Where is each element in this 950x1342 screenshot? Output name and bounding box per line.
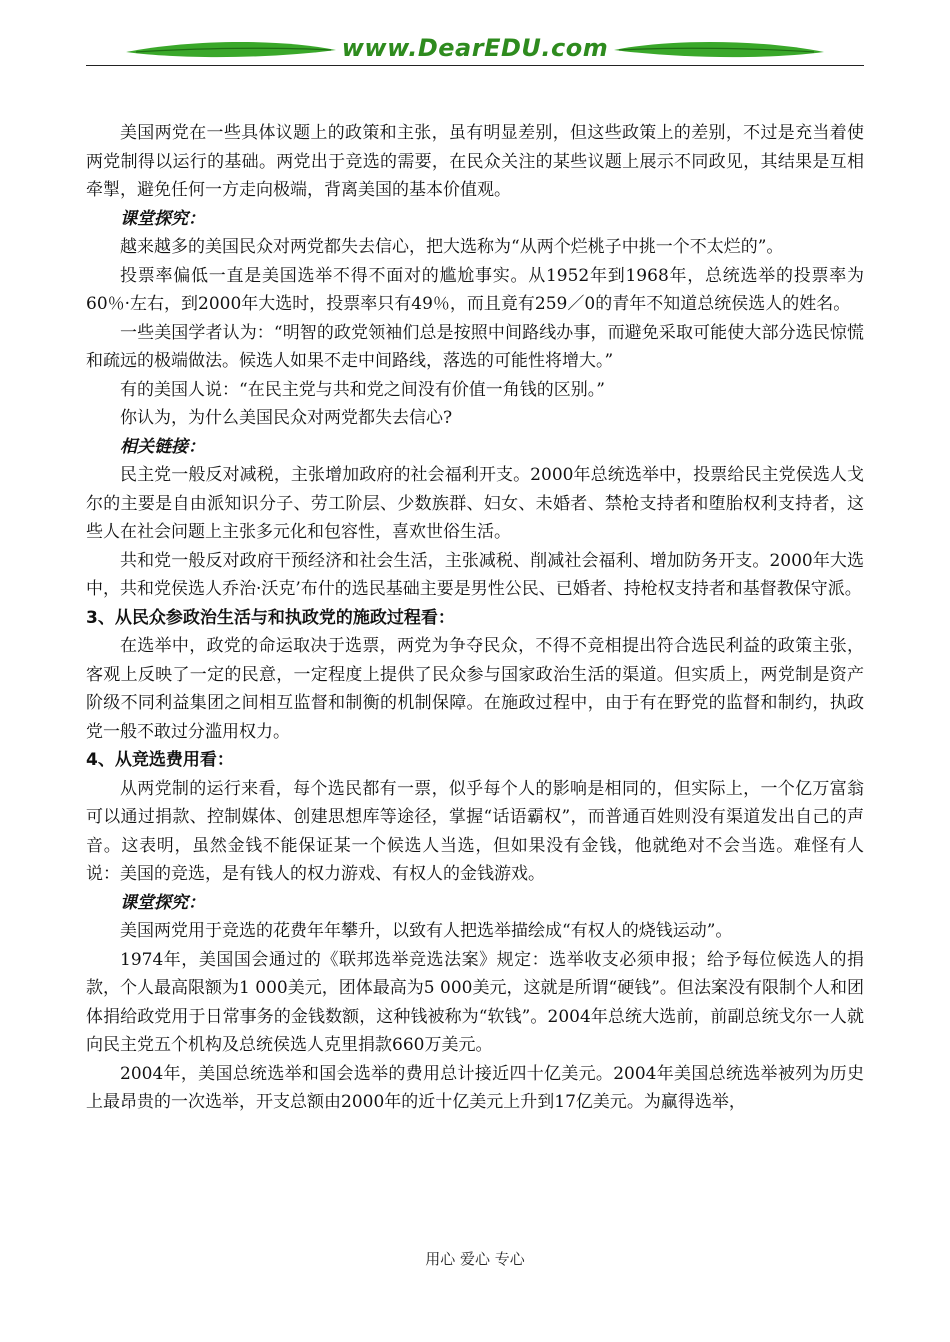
page-header xyxy=(86,30,864,70)
body-paragraph: 一些美国学者认为：“明智的政党领袖们总是按照中间路线办事，而避免采取可能使大部分选民惊慌和疏远的极端做法。候选人如果不走中间路线，落选的可能性将增大。” xyxy=(86,322,864,371)
page-footer: 用心 爱心 专心 xyxy=(425,1250,525,1268)
body-paragraph: 你认为，为什么美国民众对两党都失去信心? xyxy=(120,408,453,428)
body-paragraph: 投票率偏低一直是美国选举不得不面对的尴尬事实。从1952年到1968年，总统选举的投票率为60％·左右，到2000年大选时，投票率只有49％，而且竟有259／0的青年不知道总统侯选人的姓名。 xyxy=(86,265,864,314)
document-body xyxy=(86,119,864,1117)
body-paragraph: 共和党一般反对政府干预经济和社会生活，主张减税、削减社会福利、增加防务开支。2000年大选中，共和党侯选人乔治·沃克’布什的选民基础主要是男性公民、已婚者、持枪权支持者和基督教保守派。 xyxy=(86,550,864,599)
section-label: 相关链接： xyxy=(120,436,205,457)
body-paragraph: 越来越多的美国民众对两党都失去信心，把大选称为“从两个烂桃子中挑一个不太烂的”。 xyxy=(120,237,784,257)
section-heading: 4、从竞选费用看： xyxy=(86,750,234,770)
body-paragraph: 美国两党在一些具体议题上的政策和主张，虽有明显差别，但这些政策上的差别，不过是充当着使两党制得以运行的基础。两党出于竞选的需要，在民众关注的某些议题上展示不同政见，其结果是互相牵掣，避免任何一方走向极端，背离美国的基本价值观。 xyxy=(86,123,864,200)
section-label: 课堂探究： xyxy=(120,892,205,913)
section-heading: 3、从民众参政治生活与和执政党的施政过程看： xyxy=(86,607,455,628)
body-paragraph: 有的美国人说：“在民主党与共和党之间没有价值一角钱的区别。” xyxy=(120,379,605,400)
body-paragraph: 民主党一般反对减税，主张增加政府的社会福利开支。2000年总统选举中，投票给民主党侯选人戈尔的主要是自由派知识分子、劳工阶层、少数族群、妇女、未婚者、禁枪支持者和堕胎权利支持者，这些人在社会问题上主张多元化和包容性，喜欢世俗生活。 xyxy=(86,465,864,542)
body-paragraph: 在选举中，政党的命运取决于选票，两党为争夺民众，不得不竞相提出符合选民利益的政策主张，客观上反映了一定的民意，一定程度上提供了民众参与国家政治生活的渠道。但实质上，两党制是资产阶级不同利益集团之间相互监督和制衡的机制保障。在施政过程中，由于有在野党的监督和制约，执政党一般不敢过分滥用权力。 xyxy=(86,636,864,742)
green-leaf-right-icon xyxy=(614,36,824,66)
header-divider xyxy=(86,65,864,66)
body-paragraph: 从两党制的运行来看，每个选民都有一票，似乎每个人的影响是相同的，但实际上，一个亿万富翁可以通过捐款、控制媒体、创建思想库等途径，掌握“话语霸权”，而普通百姓则没有渠道发出自己的声音。这表明，虽然金钱不能保证某一个候选人当选，但如果没有金钱，他就绝对不会当选。难怪有人说：美国的竞选，是有钱人的权力游戏、有权人的金钱游戏。 xyxy=(86,778,864,884)
body-paragraph: 1974年，美国国会通过的《联邦选举竞选法案》规定：选举收支必须申报；给予每位候选人的捐款，个人最高限额为1 000美元，团体最高为5 000美元，这就是所谓“硬钱”。但法案没有限制个人和团体捐给政党用于日常事务的金钱数额，这种钱被称为“软钱”。2004年总统大选前，前副总统戈尔一人就向民主党五个机构及总统侯选人克里捐款660万美元。 xyxy=(86,949,864,1055)
body-paragraph: 美国两党用于竞选的花费年年攀升，以致有人把选举描绘成“有权人的烧钱运动”。 xyxy=(120,921,733,941)
body-paragraph: 2004年，美国总统选举和国会选举的费用总计接近四十亿美元。2004年美国总统选举被列为历史上最昂贵的一次选举，开支总额由2000年的近十亿美元上升到17亿美元。为赢得选举， xyxy=(86,1063,864,1112)
site-logo: www.DearEDU.com xyxy=(341,34,609,62)
section-label: 课堂探究： xyxy=(120,208,205,229)
